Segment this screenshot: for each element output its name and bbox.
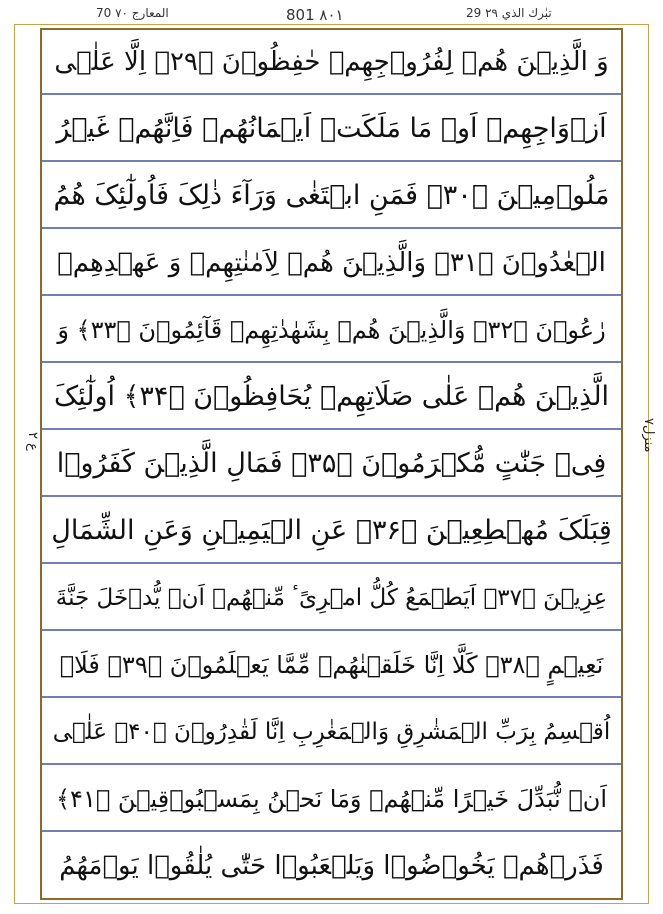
text-line [42, 700, 621, 765]
verse-text: فَذَرۡهُمۡ یَخُوۡضُوۡا وَیَلۡعَبُوۡا حَتّٰی یُلٰقُوۡا یَوۡمَهُمُ [59, 851, 604, 881]
text-line [42, 767, 621, 832]
verse-text: رٰعُوۡنَ ﴿۳۲﴾ وَالَّذِیۡنَ هُمۡ بِشَهٰدٰتِهِمۡ قَآئِمُوۡنَ ﴿۳۳﴾ وَ [57, 315, 606, 344]
verse-text: عِزِیۡنَ ﴿۳۷﴾ اَیَطۡمَعُ کُلُّ امۡرِیًٴ مِّنۡهُمۡ اَنۡ یُّدۡخَلَ جَنَّةَ [55, 584, 608, 611]
verse-text: نَعِیۡمٍ ﴿۳۸﴾ کَلَّا اِنَّا خَلَقۡنٰهُمۡ مِّمَّا یَعۡلَمُوۡنَ ﴿۳۹﴾ فَلَاۤ [59, 650, 604, 679]
verse-text: وَ الَّذِیۡنَ هُمۡ لِفُرُوۡجِهِمۡ حٰفِظُوۡنَ ﴿۲۹﴾ اِلَّا عَلٰۤی [54, 46, 609, 77]
text-line [42, 164, 621, 229]
verse-text: قِبَلَکَ مُهۡطِعِیۡنَ ﴿۳۶﴾ عَنِ الۡیَمِیۡنِ وَعَنِ الشِّمَالِ [51, 515, 612, 546]
verse-text: اُقۡسِمُ بِرَبِّ الۡمَشٰرِقِ وَالۡمَغٰرِبِ اِنَّا لَقٰدِرُوۡنَ ﴿۴۰﴾ عَلٰۤی [52, 718, 611, 745]
text-line [42, 231, 621, 296]
ruku-marker: ع ٢ [25, 432, 40, 451]
text-line [42, 298, 621, 363]
text-frame [40, 28, 623, 900]
verse-text: الۡعٰدُوۡنَ ﴿۳۱﴾ وَالَّذِیۡنَ هُمۡ لِاَمٰنٰتِهِمۡ وَ عَهۡدِهِمۡ [57, 247, 606, 278]
juz-name-label: 29 تبٰرك الذي ٢٩ [466, 6, 552, 20]
text-line [42, 30, 621, 95]
verse-text: مَلُوۡمِیۡنَ ﴿۳۰﴾ فَمَنِ ابۡتَغٰی وَرَآءَ ذٰلِکَ فَاُولٰٓئِکَ هُمُ [53, 180, 610, 211]
page-header [0, 0, 663, 26]
verse-text: اَزۡوَاجِهِمۡ اَوۡ مَا مَلَکَتۡ اَیۡمَانُهُمۡ فَاِنَّهُمۡ غَیۡرُ [56, 113, 607, 144]
verse-text: فِیۡ جَنّٰتٍ مُّکۡرَمُوۡنَ ﴿۳۵﴾ فَمَالِ الَّذِیۡنَ کَفَرُوۡا [56, 448, 607, 479]
text-line [42, 633, 621, 698]
manzil-marker: منزل٧ [641, 418, 656, 453]
text-line [42, 499, 621, 564]
text-line [42, 834, 621, 898]
surah-name-label: 70 المعارج ٧٠ [96, 6, 169, 20]
page-number: 801 ٨٠١ [286, 6, 344, 24]
verse-text: الَّذِیۡنَ هُمۡ عَلٰی صَلَاتِهِمۡ یُحَافِظُوۡنَ ﴿۳۴﴾ اُولٰٓئِکَ [53, 381, 610, 412]
text-line [42, 365, 621, 430]
text-line [42, 97, 621, 162]
text-line [42, 566, 621, 631]
verse-text: اَنۡ نُّبَدِّلَ خَیۡرًا مِّنۡهُمۡ وَمَا نَحۡنُ بِمَسۡبُوۡقِیۡنَ ﴿۴۱﴾ [55, 784, 608, 813]
text-line [42, 432, 621, 497]
